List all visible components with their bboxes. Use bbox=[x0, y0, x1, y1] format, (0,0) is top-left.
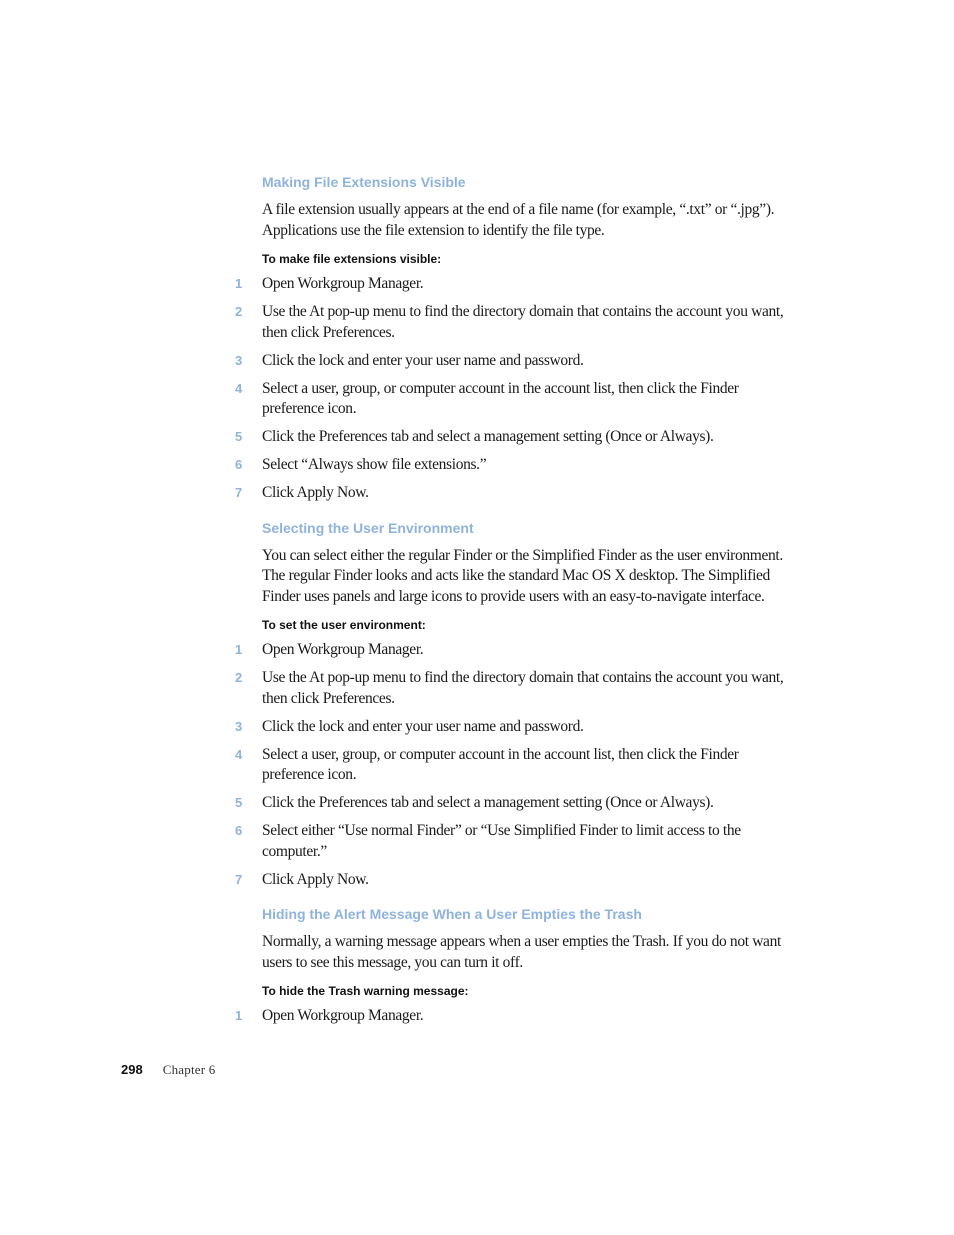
step-item bbox=[235, 379, 802, 420]
step-item bbox=[235, 455, 802, 476]
step-item bbox=[235, 274, 802, 295]
step-item bbox=[235, 717, 802, 738]
task-title: To hide the Trash warning message: bbox=[262, 984, 469, 998]
step-item bbox=[235, 302, 802, 343]
step-text: Click Apply Now. bbox=[262, 484, 369, 501]
step-number: 6 bbox=[235, 457, 242, 472]
task-title: To make file extensions visible: bbox=[262, 252, 442, 266]
steps-list bbox=[235, 640, 802, 890]
step-item bbox=[235, 640, 802, 661]
step-item bbox=[235, 870, 802, 891]
page-number: 298 bbox=[121, 1062, 143, 1077]
chapter-label: Chapter 6 bbox=[162, 1062, 216, 1077]
section-paragraph: You can select either the regular Finder or the Simplified Finder as the user environment. The regular Finder looks and acts like the standard Mac OS X desktop. The Simplified Finder uses panels and large icons to provide users with an easy-to-navigate interface. bbox=[262, 546, 783, 605]
section-heading: Selecting the User Environment bbox=[262, 519, 474, 536]
steps-list bbox=[235, 1006, 802, 1027]
step-number: 1 bbox=[235, 642, 242, 657]
step-text: Click the Preferences tab and select a management setting (Once or Always). bbox=[262, 428, 714, 445]
section-trash-alert bbox=[235, 904, 802, 1027]
step-number: 5 bbox=[235, 429, 242, 444]
step-text: Use the At pop-up menu to find the directory domain that contains the account you want, then click Preferences. bbox=[262, 669, 784, 707]
step-number: 5 bbox=[235, 795, 242, 810]
step-item bbox=[235, 745, 802, 786]
step-number: 4 bbox=[235, 746, 242, 762]
step-item bbox=[235, 668, 802, 709]
step-text: Click the lock and enter your user name and password. bbox=[262, 717, 584, 735]
task-title: To set the user environment: bbox=[262, 618, 426, 632]
step-number: 2 bbox=[235, 670, 242, 685]
step-text: Open Workgroup Manager. bbox=[262, 275, 424, 292]
step-text: Click the Preferences tab and select a management setting (Once or Always). bbox=[262, 794, 714, 811]
step-text: Select “Always show file extensions.” bbox=[262, 456, 487, 473]
section-heading: Making File Extensions Visible bbox=[262, 174, 466, 190]
step-item bbox=[235, 427, 802, 448]
step-text: Select either “Use normal Finder” or “Use Simplified Finder to limit access to the computer.” bbox=[262, 822, 741, 860]
section-paragraph: A file extension usually appears at the end of a file name (for example, “.txt” or “.jpg”). Applications use the file extension to identify the file type. bbox=[262, 201, 775, 239]
page-content bbox=[235, 172, 802, 1041]
section-paragraph: Normally, a warning message appears when a user empties the Trash. If you do not want users to see this message, you can turn it off. bbox=[262, 933, 781, 971]
step-item bbox=[235, 483, 802, 504]
step-number: 7 bbox=[235, 871, 242, 887]
step-text: Select a user, group, or computer account in the account list, then click the Finder preference icon. bbox=[262, 745, 739, 783]
section-file-extensions bbox=[235, 172, 802, 504]
step-text: Open Workgroup Manager. bbox=[262, 641, 424, 658]
step-number: 3 bbox=[235, 352, 242, 368]
step-number: 1 bbox=[235, 276, 242, 291]
step-number: 4 bbox=[235, 380, 242, 396]
step-text: Open Workgroup Manager. bbox=[262, 1007, 424, 1024]
step-text: Use the At pop-up menu to find the directory domain that contains the account you want, then click Preferences. bbox=[262, 303, 784, 341]
step-number: 1 bbox=[235, 1008, 242, 1023]
step-text: Click Apply Now. bbox=[262, 870, 369, 888]
step-number: 7 bbox=[235, 485, 242, 500]
step-item bbox=[235, 1006, 802, 1027]
step-item bbox=[235, 351, 802, 372]
step-number: 3 bbox=[235, 718, 242, 734]
step-item bbox=[235, 821, 802, 862]
steps-list bbox=[235, 274, 802, 504]
step-item bbox=[235, 793, 802, 814]
step-number: 2 bbox=[235, 304, 242, 319]
page-footer bbox=[121, 1062, 215, 1082]
section-user-environment bbox=[235, 518, 802, 891]
step-number: 6 bbox=[235, 823, 242, 838]
step-text: Click the lock and enter your user name and password. bbox=[262, 351, 584, 369]
step-text: Select a user, group, or computer account in the account list, then click the Finder preference icon. bbox=[262, 379, 739, 417]
section-heading: Hiding the Alert Message When a User Empties the Trash bbox=[262, 906, 642, 922]
